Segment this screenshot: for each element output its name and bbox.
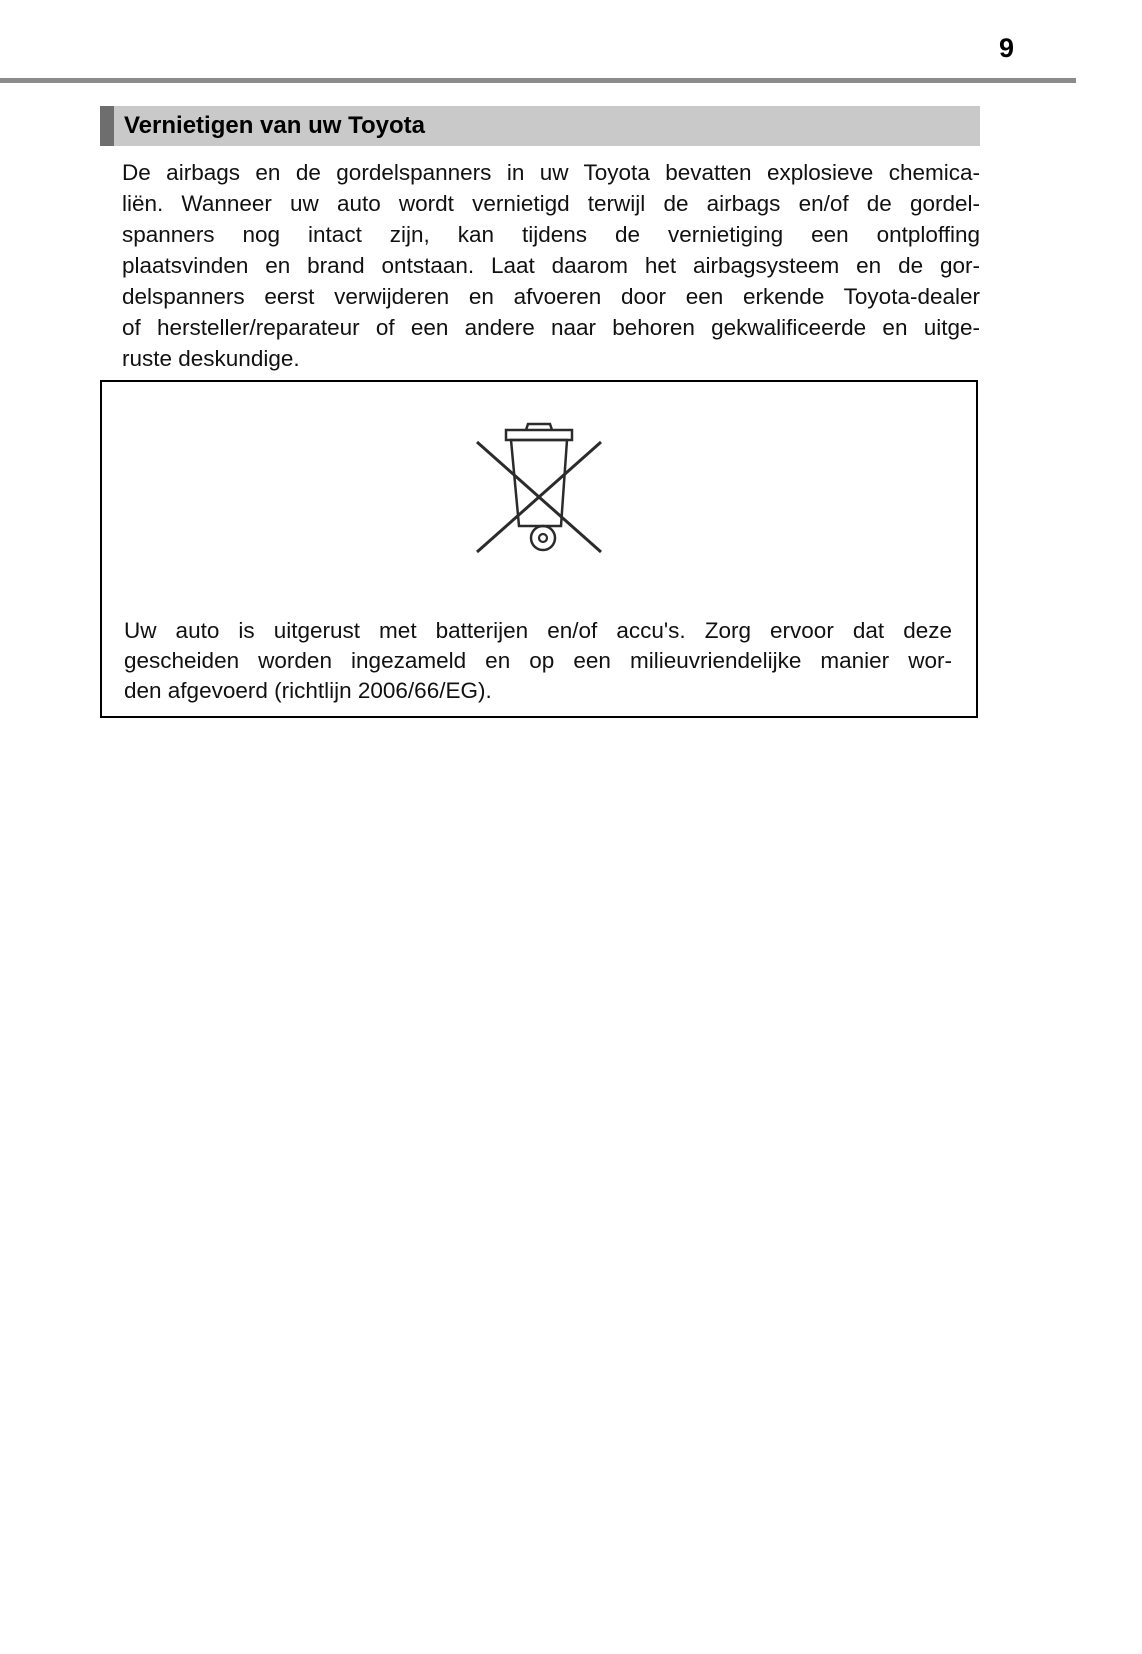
section-title: Vernietigen van uw Toyota [124, 112, 425, 139]
text-line: De airbags en de gordelspanners in uw Toyota bevatten explosieve chemica- [122, 160, 980, 185]
text-line: of hersteller/reparateur of een andere naar behoren gekwalificeerde en uitge- [122, 315, 980, 340]
text-line: ruste deskundige. [122, 346, 300, 371]
text-line: delspanners eerst verwijderen en afvoeren door een erkende Toyota-dealer [122, 284, 980, 309]
text-line: den afgevoerd (richtlijn 2006/66/EG). [124, 678, 492, 703]
text-line: liën. Wanneer uw auto wordt vernietigd terwijl de airbags en/of de gordel- [122, 191, 980, 216]
text-line: gescheiden worden ingezameld en op een milieuvriendelijke manier wor- [124, 648, 952, 673]
text-line: plaatsvinden en brand ontstaan. Laat daarom het airbagsysteem en de gor- [122, 253, 980, 278]
text-line: spanners nog intact zijn, kan tijdens de vernietiging een ontploffing [122, 222, 980, 247]
notice-icon-wrap [102, 420, 976, 568]
page-number: 9 [999, 33, 1015, 63]
notice-text [124, 616, 952, 706]
section-header [100, 106, 980, 146]
top-rule [0, 78, 1076, 83]
body-paragraph [122, 157, 980, 374]
section-header-accent [100, 106, 114, 146]
weee-crossed-out-bin-icon [473, 420, 605, 566]
notice-box [100, 380, 978, 718]
text-line: Uw auto is uitgerust met batterijen en/of accu's. Zorg ervoor dat deze [124, 618, 952, 643]
